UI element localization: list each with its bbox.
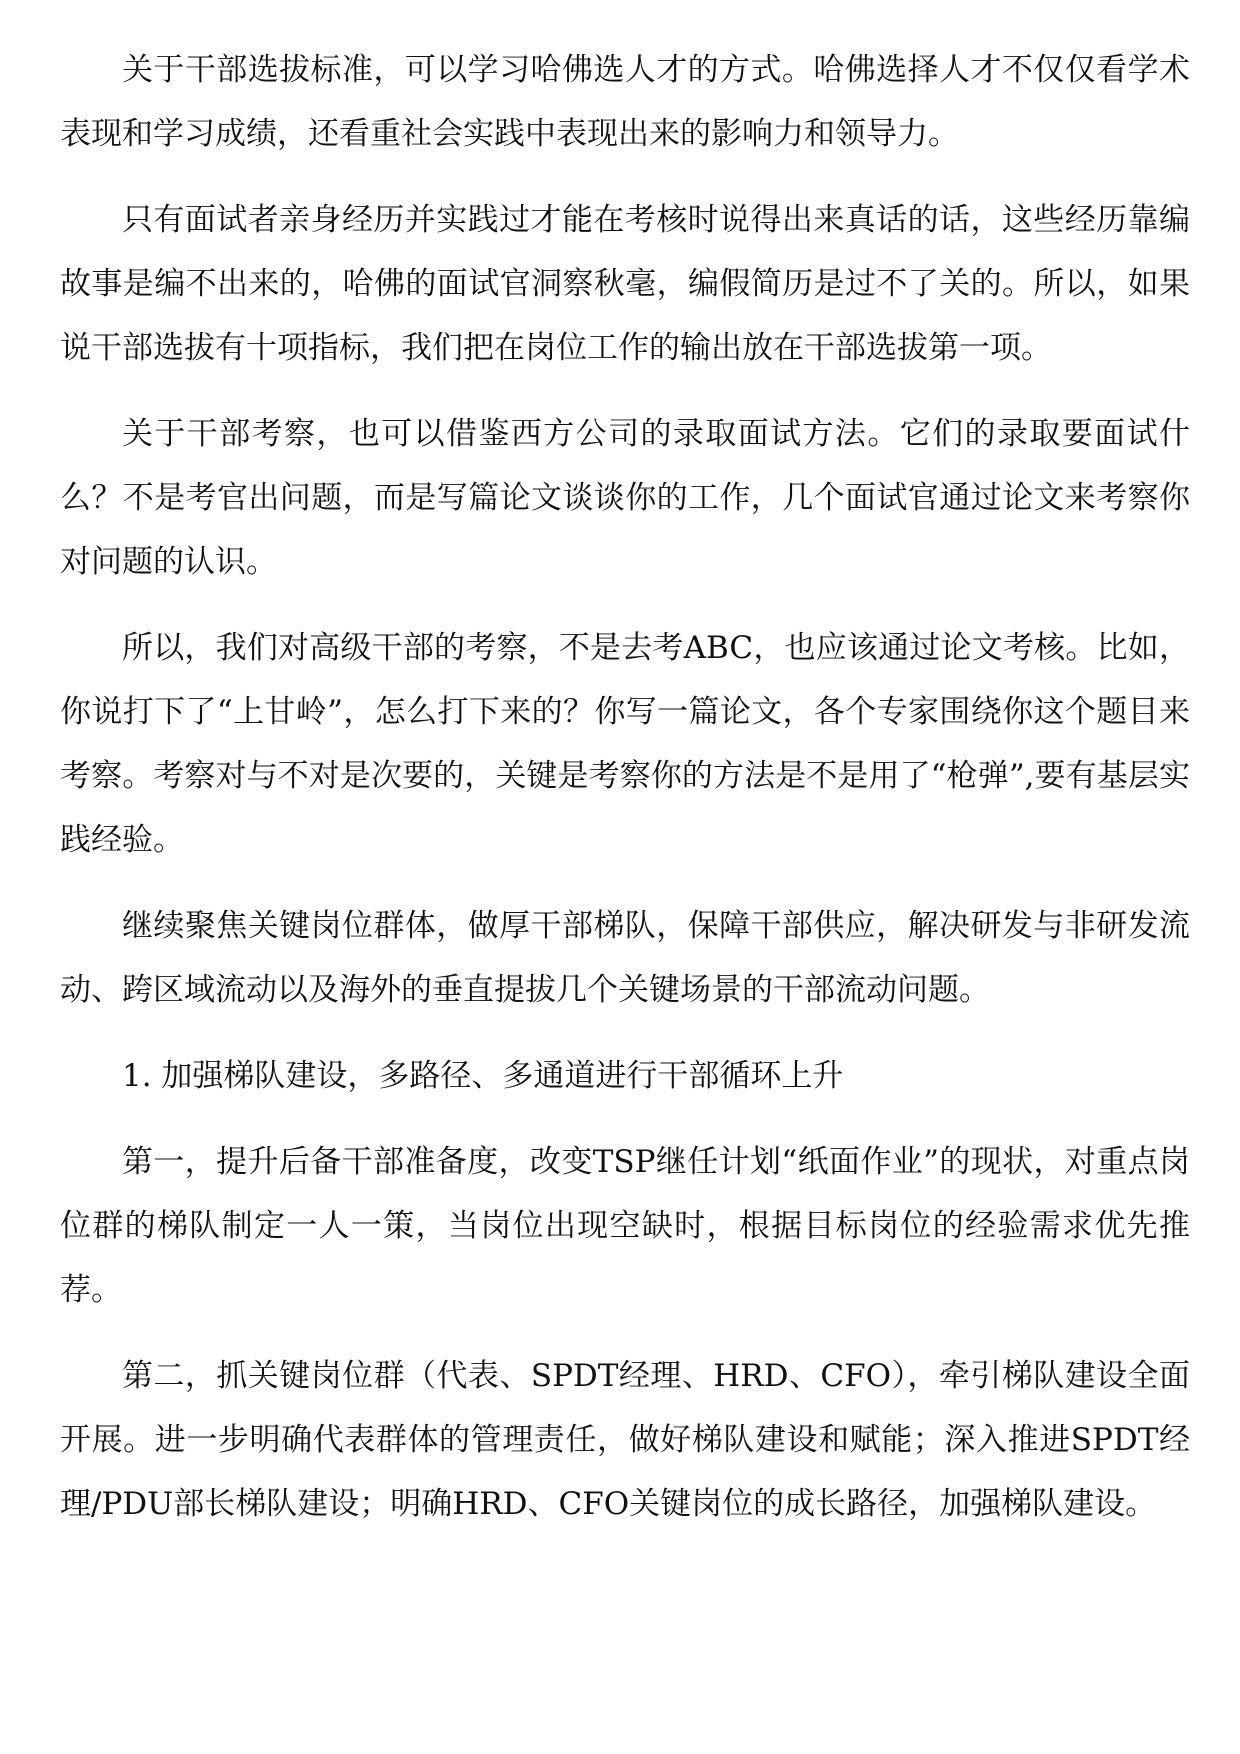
paragraph-first-measure: 第一，提升后备干部准备度，改变TSP继任计划“纸面作业”的现状，对重点岗位群的梯队制定一人一策，当岗位出现空缺时，根据目标岗位的经验需求优先推荐。 (60, 1144, 1190, 1308)
document-page (60, 38, 1190, 1558)
paragraph-second-measure: 第二，抓关键岗位群（代表、SPDT经理、HRD、CFO），牵引梯队建设全面开展。进一步明确代表群体的管理责任，做好梯队建设和赋能；深入推进SPDT经理/PDU部长梯队建设；明确HRD、CFO关键岗位的成长路径，加强梯队建设。 (60, 1358, 1190, 1522)
paragraph-senior-cadre-thesis: 所以，我们对高级干部的考察，不是去考ABC，也应该通过论文考核。比如，你说打下了“上甘岭”，怎么打下来的？你写一篇论文，各个专家围绕你这个题目来考察。考察对与不对是次要的，关键是考察你的方法是不是用了“枪弹”,要有基层实践经验。 (60, 630, 1190, 858)
paragraph-key-position-focus: 继续聚焦关键岗位群体，做厚干部梯队，保障干部供应，解决研发与非研发流动、跨区域流动以及海外的垂直提拔几个关键场景的干部流动问题。 (60, 908, 1190, 1008)
section-heading-echelon-building: 1. 加强梯队建设，多路径、多通道进行干部循环上升 (122, 1058, 844, 1094)
paragraph-interview-experience: 只有面试者亲身经历并实践过才能在考核时说得出来真话的话，这些经历靠编故事是编不出来的，哈佛的面试官洞察秋毫，编假简历是过不了关的。所以，如果说干部选拔有十项指标，我们把在岗位工作的输出放在干部选拔第一项。 (60, 202, 1190, 366)
paragraph-cadre-assessment: 关于干部考察，也可以借鉴西方公司的录取面试方法。它们的录取要面试什么？不是考官出问题，而是写篇论文谈谈你的工作，几个面试官通过论文来考察你对问题的认识。 (60, 416, 1190, 580)
paragraph-cadre-selection-standard: 关于干部选拔标准，可以学习哈佛选人才的方式。哈佛选择人才不仅仅看学术表现和学习成绩，还看重社会实践中表现出来的影响力和领导力。 (60, 52, 1190, 152)
